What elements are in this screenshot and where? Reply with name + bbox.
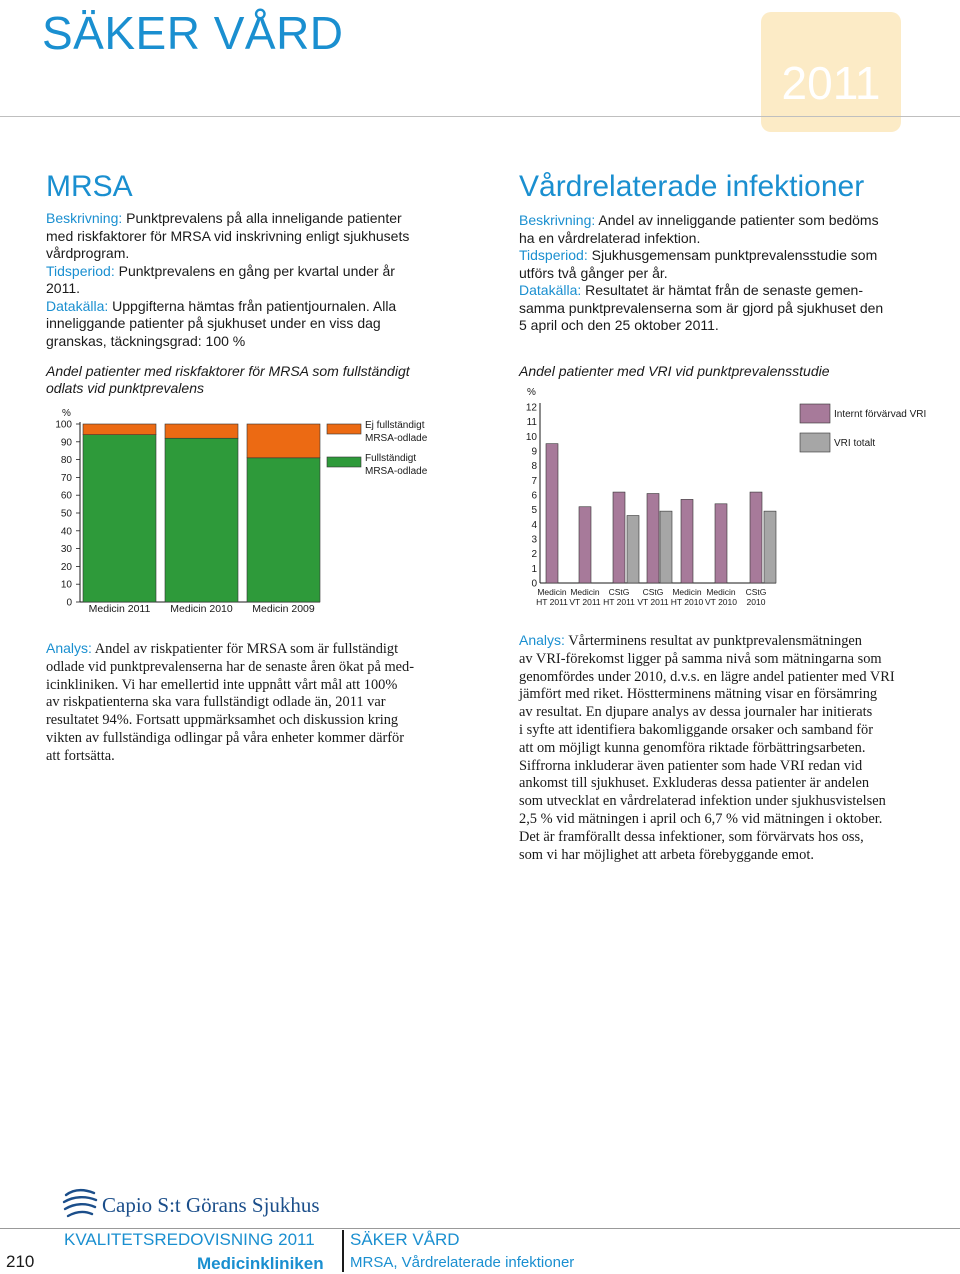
mrsa-y-tick: 80: [60, 455, 72, 467]
header-divider: [0, 116, 960, 117]
mrsa-datakalla-label: Datakälla:: [46, 297, 109, 314]
mrsa-datakalla-line: Uppgifterna hämtas från patientjournalen. Alla: [108, 297, 397, 314]
mrsa-bar-ej-fullstandigt: [165, 424, 238, 438]
mrsa-legend-label: Ej fullständigt: [365, 420, 425, 431]
year-label: 2011: [781, 57, 881, 109]
vri-x-tick-label: 2010: [746, 597, 766, 607]
mrsa-y-tick: 20: [60, 561, 72, 573]
vri-x-tick-label: HT 2011: [536, 597, 568, 607]
vri-beskrivning-label: Beskrivning:: [519, 212, 596, 228]
vri-y-tick: 10: [525, 431, 537, 443]
vri-analys-line: Det är framförallt dessa infektioner, som förvärvats hos oss,: [519, 828, 864, 845]
mrsa-bar-ej-fullstandigt: [83, 424, 156, 435]
mrsa-legend-swatch: [327, 424, 361, 434]
footer-divider: [0, 1228, 960, 1229]
footer-section: SÄKER VÅRD: [350, 1230, 460, 1249]
mrsa-analys-line: av riskpatienterna ska vara fullständigt odlade än, 2011 var: [46, 694, 386, 711]
mrsa-chart-title-line: odlats vid punktprevalens: [46, 380, 204, 396]
mrsa-y-tick: 70: [60, 472, 72, 484]
mrsa-legend-label: MRSA-odlade: [365, 466, 428, 477]
vri-x-tick-label: CStG: [642, 587, 664, 597]
vri-x-tick-label: HT 2011: [603, 597, 635, 607]
vri-tidsperiod-line: Sjukhusgemensam punktprevalensstudie som: [587, 247, 878, 263]
mrsa-legend-swatch: [327, 457, 361, 467]
mrsa-y-tick: 100: [55, 419, 72, 431]
mrsa-beskrivning-line: vårdprogram.: [46, 245, 130, 261]
vri-x-tick-label: HT 2010: [670, 597, 704, 607]
mrsa-section-title: MRSA: [46, 170, 133, 203]
mrsa-description: [46, 210, 436, 350]
vri-bar-internt: [546, 444, 558, 583]
vri-x-tick-label: Medicin: [672, 587, 702, 597]
logo-text: Capio S:t Görans Sjukhus: [102, 1193, 320, 1217]
page-title: SÄKER VÅRD: [42, 7, 344, 59]
footer-report-title: KVALITETSREDOVISNING 2011: [64, 1230, 315, 1249]
vri-x-tick-label: VT 2011: [637, 597, 669, 607]
vri-x-tick-label: VT 2010: [705, 597, 737, 607]
mrsa-bar-ej-fullstandigt: [247, 424, 320, 458]
mrsa-analys-line: icinkliniken. Vi har emellertid inte uppnått vårt mål att 100%: [46, 676, 398, 693]
vri-y-tick: 9: [531, 446, 537, 458]
vri-bar-totalt: [627, 516, 639, 583]
vri-y-unit: %: [527, 387, 536, 398]
mrsa-x-tick-label: Medicin 2010: [170, 603, 233, 615]
vri-legend-swatch: [800, 404, 830, 423]
vri-bar-internt: [681, 499, 693, 583]
vri-x-tick-label: VT 2011: [569, 597, 601, 607]
vri-datakalla-line: Resultatet är hämtat från de senaste gemen-: [581, 282, 863, 298]
vri-chart: [505, 380, 950, 610]
mrsa-analys-line: vikten av fullständiga odlingar på våra enheter kommer därför: [46, 729, 405, 746]
footer-subsection: MRSA, Vårdrelaterade infektioner: [350, 1254, 575, 1271]
mrsa-y-unit: %: [62, 408, 71, 419]
mrsa-y-tick: 10: [60, 579, 72, 591]
vri-analys-line: i syfte att identifiera bakomliggande orsaker och samband för: [519, 721, 874, 738]
vri-datakalla-label: Datakälla:: [519, 282, 582, 298]
vri-datakalla-line: samma punktprevalenserna som är gjord på sjukhuset den: [519, 299, 884, 316]
vri-bar-internt: [715, 504, 727, 583]
vri-analys-label: Analys:: [519, 632, 565, 648]
vri-y-tick: 11: [526, 417, 537, 429]
vri-y-tick: 1: [531, 563, 537, 575]
vri-analys-line: att om möjligt kunna genomföra riktade förbättringsarbeten.: [519, 739, 866, 756]
mrsa-beskrivning-label: Beskrivning:: [46, 210, 123, 226]
vri-datakalla-line: 5 april och den 25 oktober 2011.: [519, 317, 719, 333]
mrsa-y-tick: 90: [60, 437, 72, 449]
vri-y-tick: 12: [525, 402, 537, 414]
vri-tidsperiod-label: Tidsperiod:: [519, 247, 588, 263]
mrsa-x-tick-label: Medicin 2009: [252, 603, 315, 615]
vri-beskrivning-line: ha en vårdrelaterad infektion.: [519, 229, 701, 246]
mrsa-chart-title-line: Andel patienter med riskfaktorer för MRSA som fullständigt: [46, 363, 410, 379]
vri-analys-line: Vårterminens resultat av punktprevalensmätningen: [564, 633, 862, 649]
vri-analys-line: som vi har möjlighet att arbeta förebyggande emot.: [519, 846, 814, 863]
vri-y-tick: 6: [531, 490, 537, 502]
mrsa-y-tick: 30: [60, 544, 72, 556]
vri-y-tick: 0: [531, 578, 537, 590]
vri-y-tick: 2: [531, 549, 537, 561]
mrsa-beskrivning-line: Punktprevalens på alla inneligande patienter: [122, 210, 402, 226]
vri-analys-line: jämfört med riket. Höstterminens mätning visar en försämring: [519, 686, 878, 703]
vri-legend-label: VRI totalt: [834, 438, 876, 449]
vri-bar-internt: [613, 492, 625, 583]
vri-y-tick: 8: [531, 461, 537, 473]
mrsa-legend-label: MRSA-odlade: [365, 433, 428, 444]
mrsa-bar-fullstandigt: [165, 438, 238, 602]
vri-x-tick-label: Medicin: [706, 587, 736, 597]
mrsa-bar-fullstandigt: [247, 458, 320, 602]
vri-bar-totalt: [764, 511, 776, 583]
vri-y-tick: 7: [531, 475, 537, 487]
vri-analys-line: 2,5 % vid mätningen i april och 6,7 % vid mätningen i oktober.: [519, 810, 883, 827]
mrsa-x-tick-label: Medicin 2011: [88, 603, 151, 615]
vri-description: [519, 212, 919, 335]
vri-analys-line: genomfördes under 2010, d.v.s. en lägre andel patienter med VRI: [519, 668, 895, 685]
mrsa-analys-line: att fortsätta.: [46, 747, 115, 764]
mrsa-tidsperiod-line: Punktprevalens en gång per kvartal under år: [114, 262, 395, 279]
mrsa-legend-label: Fullständigt: [365, 453, 417, 464]
vri-chart-title: Andel patienter med VRI vid punktprevalensstudie: [519, 363, 830, 379]
mrsa-chart: [40, 400, 460, 620]
vri-analys-line: som utvecklat en vårdrelaterad infektion under sjukhusvistelsen: [519, 793, 886, 810]
vri-analys-line: Siffrorna inkluderar även patienter som hade VRI redan vid: [519, 757, 863, 774]
mrsa-analys-label: Analys:: [46, 640, 92, 656]
mrsa-datakalla-line: granskas, täckningsgrad: 100 %: [46, 332, 246, 349]
vri-bar-totalt: [660, 511, 672, 583]
vri-bar-internt: [647, 494, 659, 583]
mrsa-bar-fullstandigt: [83, 435, 156, 602]
vri-tidsperiod-line: utförs två gånger per år.: [519, 264, 668, 281]
vri-y-tick: 3: [531, 534, 537, 546]
vri-bar-internt: [750, 492, 762, 583]
mrsa-y-tick: 40: [60, 526, 72, 538]
vri-x-tick-label: Medicin: [570, 587, 600, 597]
vri-legend-swatch: [800, 433, 830, 452]
mrsa-datakalla-line: inneliggande patienter på sjukhuset under en viss dag: [46, 315, 381, 331]
vri-legend-label: Internt förvärvad VRI: [834, 409, 927, 420]
vri-y-tick: 5: [531, 505, 537, 517]
vri-analys-line: av resultat. En djupare analys av dessa journaler har initierats: [519, 704, 873, 721]
mrsa-analysis: [46, 640, 456, 766]
vri-y-tick: 4: [531, 519, 537, 531]
mrsa-beskrivning-line: med riskfaktorer för MRSA vid inskrivning enligt sjukhusets: [46, 227, 410, 244]
mrsa-y-tick: 50: [60, 508, 72, 520]
vri-analys-line: ankomst till sjukhuset. Exkluderas dessa patienter är andelen: [519, 775, 870, 792]
vri-bar-internt: [579, 507, 591, 583]
vri-analys-line: av VRI-förekomst ligger på samma nivå som mätningarna som: [519, 650, 882, 667]
mrsa-y-tick: 0: [66, 597, 72, 609]
mrsa-tidsperiod-line: 2011.: [46, 280, 80, 296]
footer-separator: [342, 1230, 344, 1272]
year-badge: [761, 12, 901, 132]
vri-x-tick-label: CStG: [608, 587, 630, 597]
mrsa-chart-title: [46, 363, 446, 397]
vri-x-tick-label: CStG: [745, 587, 767, 597]
vri-beskrivning-line: Andel av inneliggande patienter som bedöms: [595, 212, 879, 228]
mrsa-y-tick: 60: [60, 490, 72, 502]
footer-department: Medicinkliniken: [197, 1254, 324, 1273]
page-number: 210: [6, 1252, 35, 1271]
vri-analysis: [519, 632, 900, 864]
capio-logo-icon: [60, 1181, 100, 1225]
mrsa-analys-line: odlade vid punktprevalenserna har de senaste åren ökat på med-: [46, 658, 415, 675]
mrsa-tidsperiod-label: Tidsperiod:: [46, 262, 115, 279]
vri-x-tick-label: Medicin: [537, 587, 567, 597]
vri-section-title: Vårdrelaterade infektioner: [519, 170, 865, 203]
mrsa-analys-line: resultatet 94%. Fortsatt uppmärksamhet och diskussion kring: [46, 712, 399, 729]
mrsa-analys-line: Andel av riskpatienter för MRSA som är fullständigt: [91, 641, 399, 657]
